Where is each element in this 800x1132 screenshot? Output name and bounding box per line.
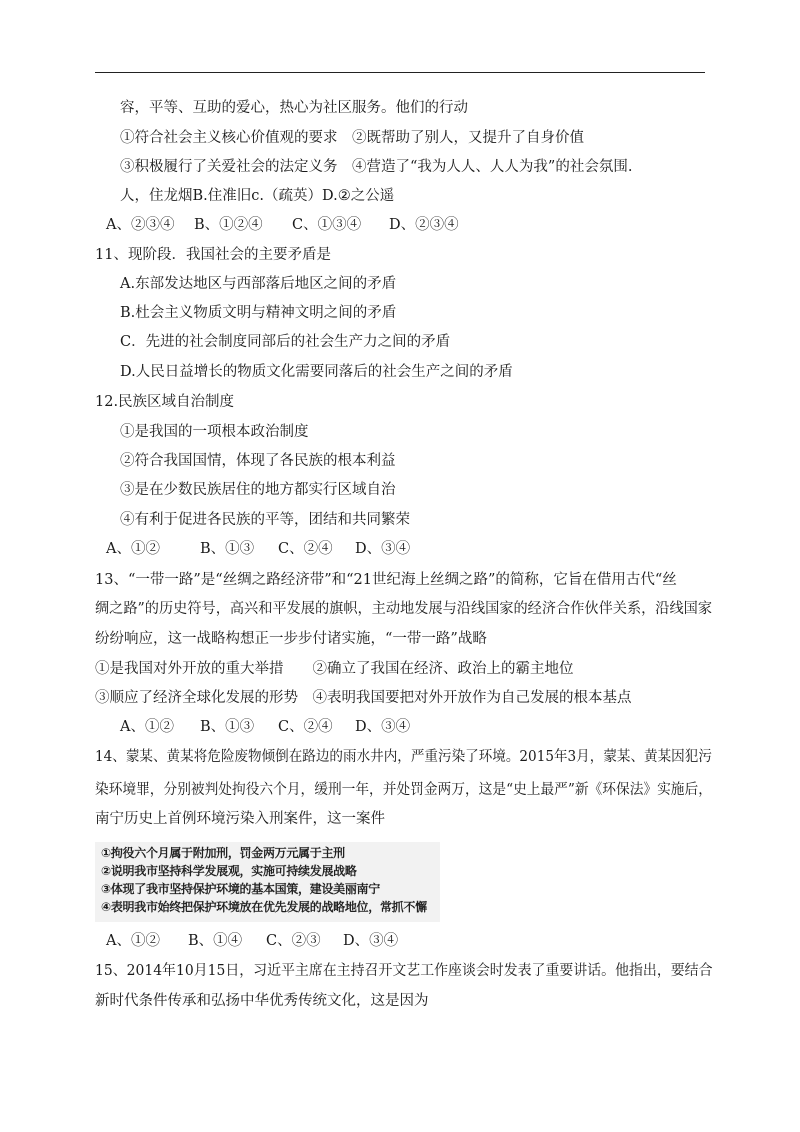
- q12-stem: 12.民族区域自治制度: [95, 394, 235, 410]
- option-a: A、②③④: [106, 217, 175, 233]
- option-b: B、①③: [200, 541, 255, 557]
- q14-stem-line-3: 南宁历史上首例环境污染入刑案件，这一案件: [95, 811, 385, 827]
- q10-options: [106, 216, 459, 234]
- q13-statements-1-2: ①是我国对外开放的重大举措 ②确立了我国在经济、政治上的霸主地位: [95, 661, 574, 677]
- q11-option-c: C．先进的社会制度同部后的社会生产力之间的矛盾: [120, 334, 451, 350]
- q10-statements-1-2: ①符合社会主义核心价值观的要求 ②既帮助了别人，又提升了自身价值: [120, 130, 584, 146]
- option-d: D、③④: [355, 541, 411, 557]
- q14-options: [106, 932, 398, 950]
- q13-stem-line-2: 绸之路”的历史符号，高兴和平发展的旗帜，主动地发展与沿线国家的经济合作伙伴关系，沿线国家: [95, 601, 713, 617]
- option-d: D、③④: [355, 719, 411, 735]
- q10-statements-3-4: ③积极履行了关爱社会的法定义务 ④营造了“我为人人、人人为我”的社会氛围.: [120, 159, 633, 175]
- q14-statement-1: ①拘役六个月属于附加刑，罚金两万元属于主刑: [101, 846, 345, 860]
- q11-option-b: B.杜会主义物质文明与精神文明之间的矛盾: [120, 305, 397, 321]
- option-b: B、①②④: [194, 217, 263, 233]
- q14-statement-2: ②说明我市坚持科学发展观，实施可持续发展战略: [101, 864, 357, 878]
- option-c: C、①③④: [292, 217, 362, 233]
- q14-stem-line-2: 染环境罪，分别被判处拘役六个月，缓刑一年，并处罚金两万，这是“史上最严”新《环保法》实施后，: [95, 782, 712, 798]
- q15-stem-line-2: 新时代条件传承和弘扬中华优秀传统文化，这是因为: [95, 993, 429, 1009]
- q14-stem-line-1: 14、蒙某、黄某将危险废物倾倒在路边的雨水井内，严重污染了环境。2015年3月，蒙某、黄某因犯污: [95, 749, 712, 765]
- q11-stem: 11、现阶段．我国社会的主要矛盾是: [95, 247, 331, 263]
- q12-options: [106, 540, 410, 558]
- q13-stem-line-1: 13、“一带一路”是“丝绸之路经济带”和“21世纪海上丝绸之路”的简称，它旨在借用古代“丝: [95, 572, 677, 588]
- q13-options: [120, 718, 410, 736]
- option-d: D、③④: [343, 933, 399, 949]
- option-c: C、②③: [266, 933, 321, 949]
- q11-option-d: D.人民日益增长的物质文化需要同落后的社会生产之间的矛盾: [120, 364, 513, 380]
- q15-stem-line-1: 15、2014年10月15日，习近平主席在主持召开文艺工作座谈会时发表了重要讲话。他指出，要结合: [95, 963, 713, 979]
- option-b: B、①③: [200, 719, 255, 735]
- option-b: B、①④: [188, 933, 243, 949]
- header-rule: [95, 72, 705, 73]
- option-c: C、②④: [278, 719, 333, 735]
- q13-statements-3-4: ③顺应了经济全球化发展的形势 ④表明我国要把对外开放作为自己发展的根本基点: [95, 690, 632, 706]
- q14-scanned-statements: [95, 842, 440, 922]
- q14-statement-4: ④表明我市始终把保护环境放在优先发展的战略地位，常抓不懈: [101, 900, 427, 914]
- option-d: D、②③④: [389, 217, 459, 233]
- option-a: A、①②: [106, 541, 160, 557]
- q11-option-a: A.东部发达地区与西部落后地区之间的矛盾: [120, 276, 397, 292]
- q13-stem-line-3: 纷纷响应，这一战略构想正一步步付诸实施，“一带一路”战略: [95, 631, 487, 647]
- q12-statement-4: ④有利于促进各民族的平等，团结和共同繁荣: [120, 512, 410, 528]
- q14-statement-3: ③体现了我市坚持保护环境的基本国策，建设美丽南宁: [101, 882, 380, 896]
- option-c: C、②④: [278, 541, 333, 557]
- option-a: A、①②: [106, 933, 160, 949]
- option-a: A、①②: [120, 719, 174, 735]
- q10-garbled-line: 人，住龙烟B.住准旧c.（疏英）D.②之公遥: [120, 188, 395, 204]
- q10-stem-continuation: 容，平等、互助的爱心，热心为社区服务。他们的行动: [120, 100, 468, 116]
- q12-statement-1: ①是我国的一项根本政治制度: [120, 424, 309, 440]
- q12-statement-2: ②符合我国国情，体现了各民族的根本利益: [120, 453, 396, 469]
- q12-statement-3: ③是在少数民族居住的地方都实行区域自治: [120, 482, 396, 498]
